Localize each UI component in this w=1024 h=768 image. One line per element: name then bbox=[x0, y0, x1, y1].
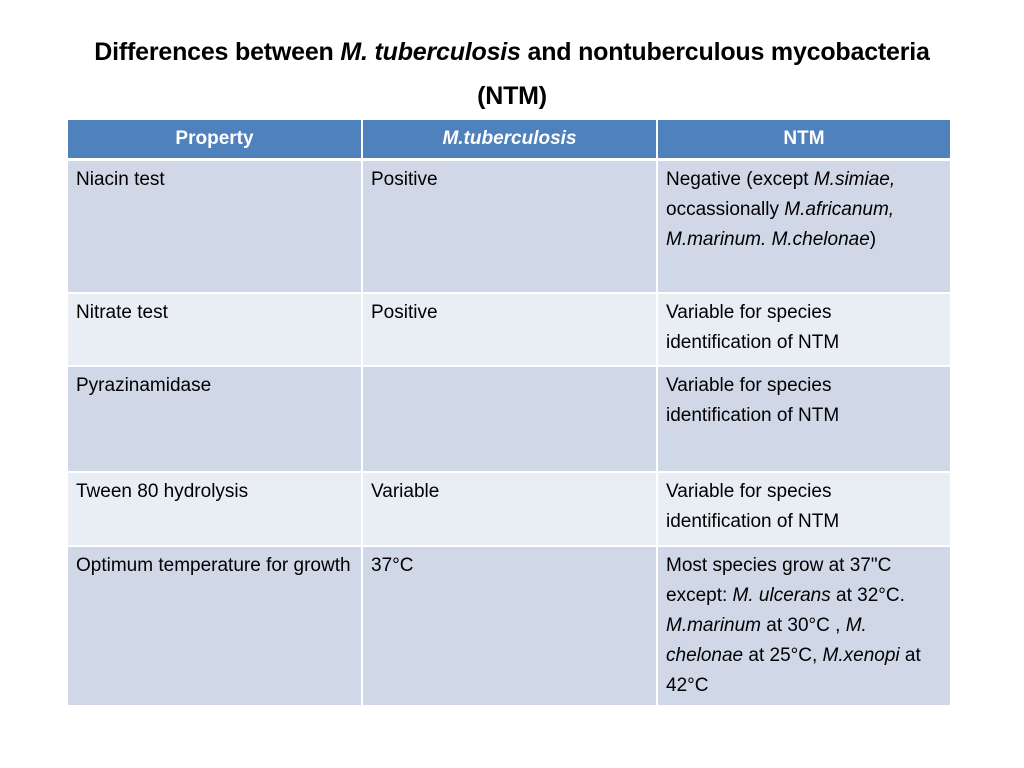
cell-text-segment: ) bbox=[869, 229, 877, 250]
cell-ntm bbox=[657, 546, 950, 706]
cell-text-segment: occassionally bbox=[666, 199, 785, 220]
cell-mtb: Variable bbox=[362, 472, 657, 546]
cell-text-segment: M. chelonae bbox=[666, 615, 867, 666]
cell-mtb: Positive bbox=[362, 160, 657, 294]
header-m-tuberculosis: M.tuberculosis bbox=[362, 120, 657, 160]
cell-property: Tween 80 hydrolysis bbox=[68, 472, 362, 546]
cell-text-segment: Negative (except bbox=[666, 169, 814, 190]
title-text-part1: Differences between bbox=[94, 38, 341, 66]
title-text-part2: and nontuberculous mycobacteria (NTM) bbox=[477, 38, 930, 110]
table-row bbox=[68, 366, 950, 472]
header-property: Property bbox=[68, 120, 362, 160]
cell-mtb: Positive bbox=[362, 293, 657, 366]
cell-mtb: 37°C bbox=[362, 546, 657, 706]
cell-ntm bbox=[657, 366, 950, 472]
cell-ntm bbox=[657, 472, 950, 546]
cell-ntm bbox=[657, 160, 950, 294]
cell-text-segment: at 32°C. bbox=[830, 585, 905, 606]
comparison-table bbox=[68, 120, 950, 707]
slide-title bbox=[60, 30, 964, 118]
cell-text-segment: M.xenopi bbox=[822, 645, 900, 666]
cell-property: Nitrate test bbox=[68, 293, 362, 366]
cell-property: Niacin test bbox=[68, 160, 362, 294]
cell-text-segment: at 25°C, bbox=[743, 645, 823, 666]
header-row bbox=[68, 120, 950, 160]
cell-text-segment: M. ulcerans bbox=[732, 585, 831, 606]
cell-text-segment: M.marinum bbox=[666, 615, 762, 636]
cell-text-segment: M.simiae, bbox=[813, 169, 896, 190]
cell-property: Pyrazinamidase bbox=[68, 366, 362, 472]
cell-text-segment: Variable for species identification of NTM bbox=[666, 375, 840, 426]
cell-property: Optimum temperature for growth bbox=[68, 546, 362, 706]
cell-ntm bbox=[657, 293, 950, 366]
cell-text-segment: at 42°C bbox=[666, 645, 921, 696]
table-row bbox=[68, 472, 950, 546]
cell-text-segment: Variable for species identification of NTM bbox=[666, 481, 840, 532]
cell-text-segment: Most species grow at 37"C except: bbox=[666, 555, 892, 606]
cell-text-segment: at 30°C , bbox=[761, 615, 846, 636]
table-row bbox=[68, 293, 950, 366]
cell-mtb bbox=[362, 366, 657, 472]
table-row bbox=[68, 160, 950, 294]
cell-text-segment: M.africanum, M.marinum. M.chelonae bbox=[666, 199, 895, 250]
title-text-italic: M. tuberculosis bbox=[340, 38, 521, 66]
cell-text-segment: Variable for species identification of NTM bbox=[666, 302, 840, 353]
table-row bbox=[68, 546, 950, 706]
header-ntm: NTM bbox=[657, 120, 950, 160]
